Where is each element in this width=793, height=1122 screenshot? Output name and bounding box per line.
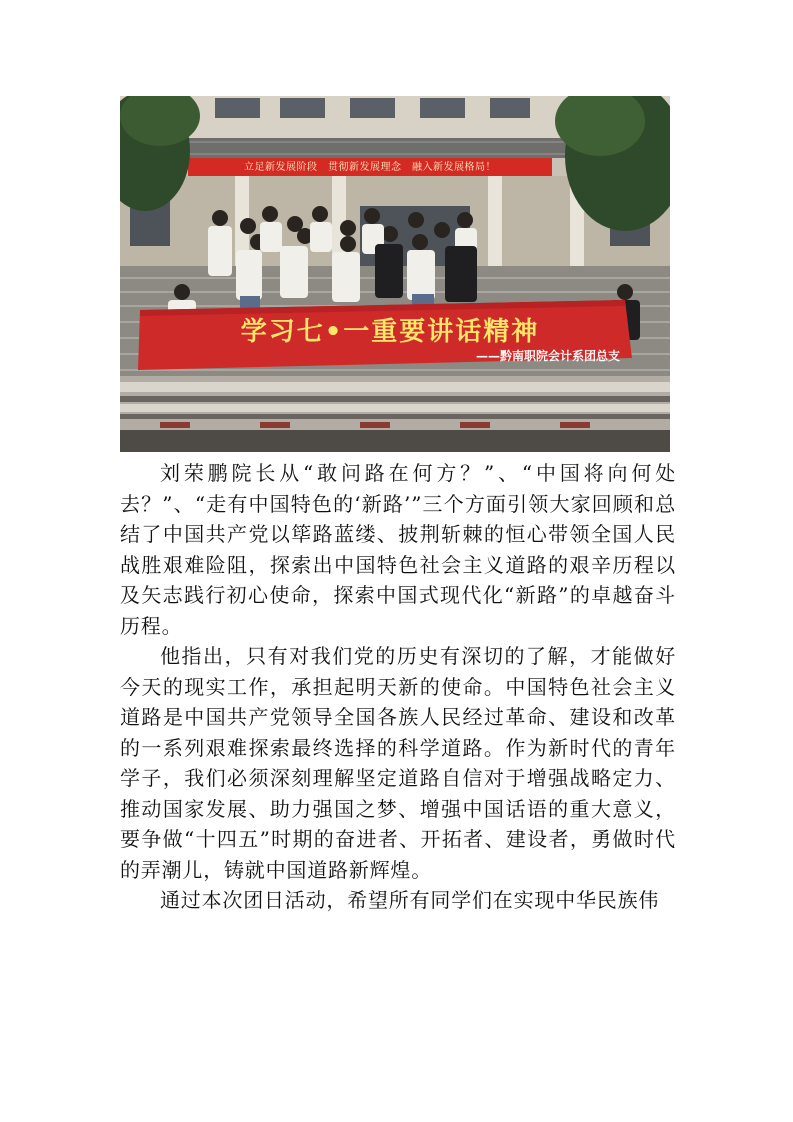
paragraph: 他指出，只有对我们党的历史有深切的了解，才能做好今天的现实工作，承担起明天新的使命。中国特色社会主义道路是中国共产党领导全国各族人民经过革命、建设和改革的一系列艰难探索最终选择的科学道路。作为新时代的青年学子，我们必须深刻理解坚定道路自信对于增强战略定力、推动国家发展、助力强国之梦、增强中国话语的重大意义，要争做“十四五”时期的奋进者、开拓者、建设者，勇做时代的弄潮儿，铸就中国道路新辉煌。 <box>120 644 676 882</box>
top-banner-slogan: 立足新发展阶段 贯彻新发展理念 融入新发展格局！ <box>244 162 496 173</box>
article-body <box>120 458 676 916</box>
paragraph: 刘荣鹏院长从“敢问路在何方？”、“中国将向何处去？”、“走有中国特色的‘新路’”三个方面引领大家回顾和总结了中国共产党以筚路蓝缕、披荆斩棘的恒心带领全国人民战胜艰难险阻，探索出中国特色社会主义道路的艰辛历程以及矢志践行初心使命，探索中国式现代化“新路”的卓越奋斗历程。 <box>120 461 676 638</box>
group-photo-illustration <box>120 96 670 452</box>
main-banner-slogan: 学习七•一重要讲话精神 <box>240 317 540 347</box>
group-photo <box>120 96 670 452</box>
paragraph: 通过本次团日活动，希望所有同学们在实现中华民族伟 <box>160 888 660 912</box>
banner-signature: ——黔南职院会计系团总支 <box>475 349 620 363</box>
